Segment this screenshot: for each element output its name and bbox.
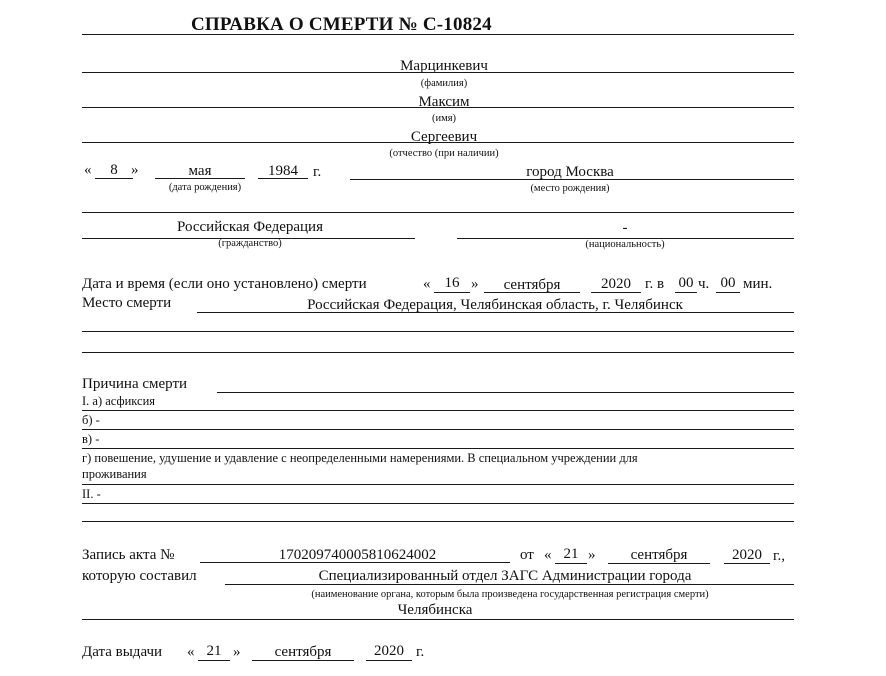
death-year-line xyxy=(591,292,641,293)
birth-quote-open: « xyxy=(84,162,92,178)
death-place-label: Место смерти xyxy=(82,295,172,311)
death-year-suffix: г. в xyxy=(645,276,665,292)
surname-value: Марцинкевич xyxy=(400,58,488,74)
death-quote-open: « xyxy=(423,276,431,292)
surname-caption: (фамилия) xyxy=(420,78,468,89)
death-datetime-label: Дата и время (если оно установлено) смерти xyxy=(82,276,367,292)
record-organ-caption: (наименование органа, которым была произведена государственная регистрация смерти) xyxy=(311,589,709,600)
birth-place-caption: (место рождения) xyxy=(530,183,610,194)
name-caption: (имя) xyxy=(431,113,457,124)
cause-line-g1: г) повешение, удушение и удавление с неопределенными намерениями. В специальном учреждении для xyxy=(82,451,638,465)
rule xyxy=(82,352,794,353)
rule xyxy=(82,410,794,411)
rule xyxy=(82,521,794,522)
death-month-line xyxy=(484,292,580,293)
record-organ-line xyxy=(225,584,794,585)
record-composed-label: которую составил xyxy=(82,568,197,584)
rule xyxy=(82,503,794,504)
birth-year-line xyxy=(258,178,308,179)
issue-label: Дата выдачи xyxy=(82,644,163,660)
record-number: 170209740005810624002 xyxy=(278,547,437,563)
death-minute-suffix: мин. xyxy=(743,276,773,292)
rule xyxy=(82,429,794,430)
death-place-value: Российская Федерация, Челябинская область, г. Челябинск xyxy=(307,297,683,313)
issue-year-line xyxy=(366,660,412,661)
issue-day: 21 xyxy=(206,643,222,659)
record-month-line xyxy=(608,563,710,564)
record-quote-close: » xyxy=(588,547,596,563)
death-hour-line xyxy=(675,292,697,293)
birth-month: мая xyxy=(188,163,212,179)
birth-day: 8 xyxy=(110,162,118,178)
record-day: 21 xyxy=(563,546,579,562)
rule xyxy=(82,619,794,620)
nationality-caption: (национальность) xyxy=(585,239,665,250)
birth-quote-close: » xyxy=(131,162,139,178)
issue-day-line xyxy=(198,660,230,661)
patronymic-caption: (отчество (при наличии) xyxy=(389,148,499,159)
death-hour-suffix: ч. xyxy=(698,276,710,292)
death-month: сентября xyxy=(503,277,561,293)
record-organ-line1: Специализированный отдел ЗАГС Администрации города xyxy=(318,568,692,584)
death-minute: 00 xyxy=(720,275,736,291)
birth-year: 1984 xyxy=(268,163,298,179)
death-minute-line xyxy=(716,292,740,293)
issue-month: сентября xyxy=(274,644,332,660)
document-title: СПРАВКА О СМЕРТИ № С-10824 xyxy=(191,14,492,35)
rule xyxy=(82,448,794,449)
record-quote-open: « xyxy=(544,547,552,563)
birth-month-line xyxy=(155,178,245,179)
record-month: сентября xyxy=(630,547,688,563)
death-day-line xyxy=(434,292,470,293)
cause-line-v: в) - xyxy=(82,432,100,446)
issue-quote-close: » xyxy=(233,644,241,660)
record-label: Запись акта № xyxy=(82,547,175,563)
rule xyxy=(82,34,794,35)
birth-date-caption: (дата рождения) xyxy=(168,182,242,193)
death-place-line xyxy=(197,312,794,313)
cause-line-a: I. а) асфиксия xyxy=(82,394,156,408)
issue-month-line xyxy=(252,660,354,661)
patronymic-value: Сергеевич xyxy=(410,129,478,145)
record-year-suffix: г., xyxy=(773,548,785,564)
issue-quote-open: « xyxy=(187,644,195,660)
birth-year-suffix: г. xyxy=(313,164,322,180)
citizenship-caption: (гражданство) xyxy=(218,238,282,249)
rule xyxy=(82,484,794,485)
surname-line xyxy=(82,72,794,73)
record-organ-line2: Челябинска xyxy=(397,602,473,618)
record-number-line xyxy=(200,562,510,563)
record-year: 2020 xyxy=(732,547,762,563)
death-year: 2020 xyxy=(601,276,631,292)
birth-place-line xyxy=(350,179,794,180)
death-day: 16 xyxy=(444,275,460,291)
issue-year: 2020 xyxy=(374,643,404,659)
record-day-line xyxy=(555,563,587,564)
nationality-value: - xyxy=(622,220,628,236)
cause-line-b: б) - xyxy=(82,413,100,427)
record-from-label: от xyxy=(520,547,534,563)
cause-line xyxy=(217,392,794,393)
record-year-line xyxy=(724,563,770,564)
cause-label: Причина смерти xyxy=(82,376,188,392)
birth-day-line xyxy=(95,178,133,179)
death-quote-close: » xyxy=(471,276,479,292)
death-hour: 00 xyxy=(678,275,694,291)
name-line xyxy=(82,107,794,108)
cause-line-ii: II. - xyxy=(82,487,101,501)
patronymic-line xyxy=(82,142,794,143)
issue-year-suffix: г. xyxy=(416,644,425,660)
citizenship-value: Российская Федерация xyxy=(177,219,323,235)
cause-line-g2: проживания xyxy=(82,467,147,481)
birth-place: город Москва xyxy=(526,164,614,180)
rule xyxy=(82,212,794,213)
name-value: Максим xyxy=(418,94,470,110)
rule xyxy=(82,331,794,332)
